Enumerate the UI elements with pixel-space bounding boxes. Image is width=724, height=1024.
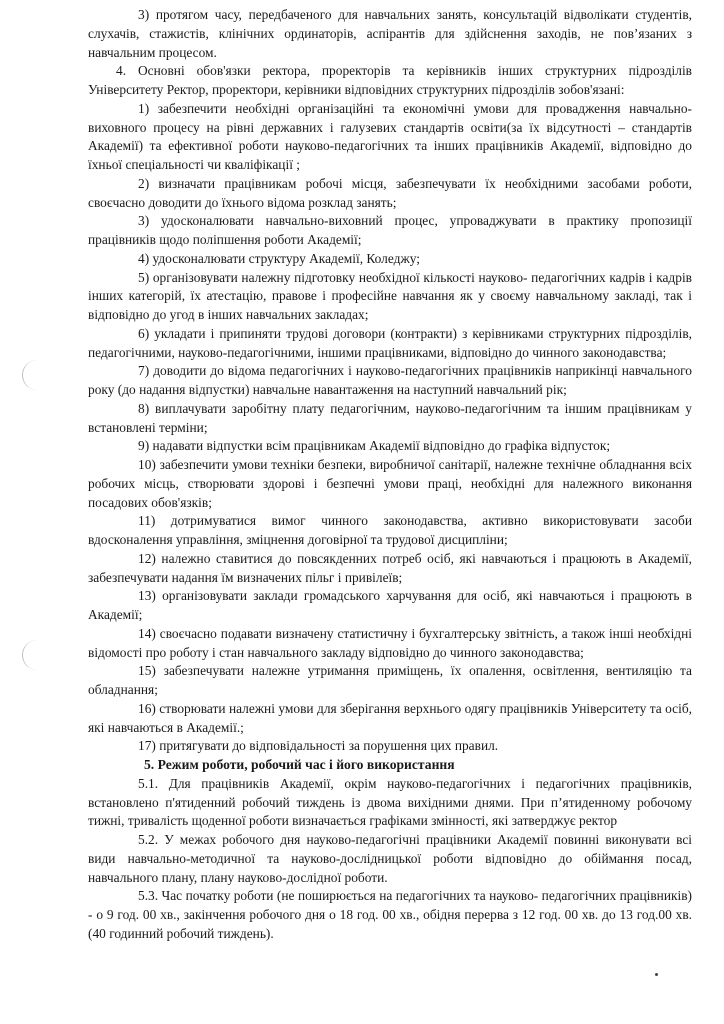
duties-list (88, 6, 692, 756)
paragraph: 4. Основні обов'язки ректора, проректорів та керівників інших структурних підрозділів Університету Ректор, проректори, керівники відповідних структурних підрозділів зобов'язані: (88, 63, 692, 97)
paragraph: 17) притягувати до відповідальності за порушення цих правил. (138, 738, 499, 754)
section-paragraph: 5.1. Для працівників Академії, окрім науково-педагогічних і педагогічних працівників, встановлено п'ятиденний робочий тиждень із двома вихідними днями. При п’ятиденному робочому тижні, тривалість щоденної роботи визначається графіками змінності, які затверджує ректор (88, 775, 692, 829)
scan-speck (655, 973, 658, 976)
section-paragraph: 5.2. У межах робочого дня науково-педагогічні працівники Академії повинні виконувати всі види навчально-методичної та науково-дослідницької роботи відповідно до обіймання посад, навчального плану, плану науково-дослідної роботи. (88, 832, 692, 885)
paragraph: 5) організовувати належну підготовку необхідної кількості науково- педагогічних кадрів і кадрів інших категорій, їх атестацію, правове і професійне навчання як у своєму навчальному закладі, так і відповідно до угод в інших навчальних закладах; (88, 269, 692, 322)
paragraph: 13) організовувати заклади громадського харчування для осіб, які навчаються і працюють в Академії; (88, 588, 692, 622)
scan-punch-mark (22, 360, 43, 390)
section-heading: 5. Режим роботи, робочий час і його використання (144, 757, 455, 772)
paragraph: 3) протягом часу, передбаченого для навчальних занять, консультацій відволікати студентів, слухачів, стажистів, клінічних ординаторів, аспірантів для здійснення заходів, не пов’язаних з навчальним процесом. (88, 7, 692, 60)
paragraph: 11) дотримуватися вимог чинного законодавства, активно використовувати засоби вдосконалення управління, зміцнення договірної та трудової дисципліни; (88, 513, 692, 547)
paragraph: 7) доводити до відома педагогічних і науково-педагогічних працівників наприкінці навчального року (до надання відпустки) навчальне навантаження на наступний навчальний рік; (88, 363, 692, 397)
document-page (88, 6, 692, 944)
paragraph: 12) належно ставитися до повсякденних потреб осіб, які навчаються і працюють в Академії, забезпечувати надання їм визначених пільг і привілеїв; (88, 550, 692, 585)
scan-punch-mark (22, 640, 43, 670)
paragraph: 9) надавати відпустки всім працівникам Академії відповідно до графіка відпусток; (138, 438, 611, 454)
paragraph: 8) виплачувати заробітну плату педагогічним, науково-педагогічним та іншим працівникам у встановлені терміни; (88, 400, 692, 435)
paragraph: 10) забезпечити умови техніки безпеки, виробничої санітарії, належне технічне обладнання всіх робочих місць, створювати здорові і безпечні умови праці, необхідні для належного виконання посадових обов'язків; (88, 457, 692, 510)
section-5-list (88, 775, 692, 944)
paragraph: 2) визначати працівникам робочі місця, забезпечувати їх необхідними засобами роботи, своєчасно доводити до їхнього відома розклад занять; (88, 175, 692, 210)
paragraph: 6) укладати і припиняти трудові договори (контракти) з керівниками структурних підрозділів, педагогічними, науково-педагогічними, іншими працівниками, відповідно до чинного законодавства; (88, 325, 692, 360)
paragraph: 4) удосконалювати структуру Академії, Коледжу; (138, 250, 420, 266)
paragraph: 15) забезпечувати належне утримання приміщень, їх опалення, освітлення, вентиляцію та обладнання; (88, 663, 692, 697)
paragraph: 16) створювати належні умови для зберігання верхнього одягу працівників Університету та осіб, які навчаються в Академії.; (88, 700, 692, 735)
section-paragraph: 5.3. Час початку роботи (не поширюється на педагогічних та науково- педагогічних працівників) - о 9 год. 00 хв., закінчення робочого дня о 18 год. 00 хв., обідня перерва з 12 год. 00 хв. до 13 год.00 хв.(40 годинний робочий тиждень). (88, 888, 692, 941)
paragraph: 3) удосконалювати навчально-виховний процес, упроваджувати в практику пропозиції працівників щодо поліпшення роботи Академії; (88, 213, 692, 247)
paragraph: 1) забезпечити необхідні організаційні та економічні умови для провадження навчально-виховного процесу на рівні державних і галузевих стандартів освіти(за їх відсутності – стандартів Академії) та ефективної роботи науково-педагогічних та інших працівників Академії, відповідно до їхньої спеціальності чи кваліфікації ; (88, 100, 692, 172)
paragraph: 14) своєчасно подавати визначену статистичну і бухгалтерську звітність, а також інші необхідні відомості про роботу і стан навчального закладу відповідно до чинного законодавства; (88, 625, 692, 660)
